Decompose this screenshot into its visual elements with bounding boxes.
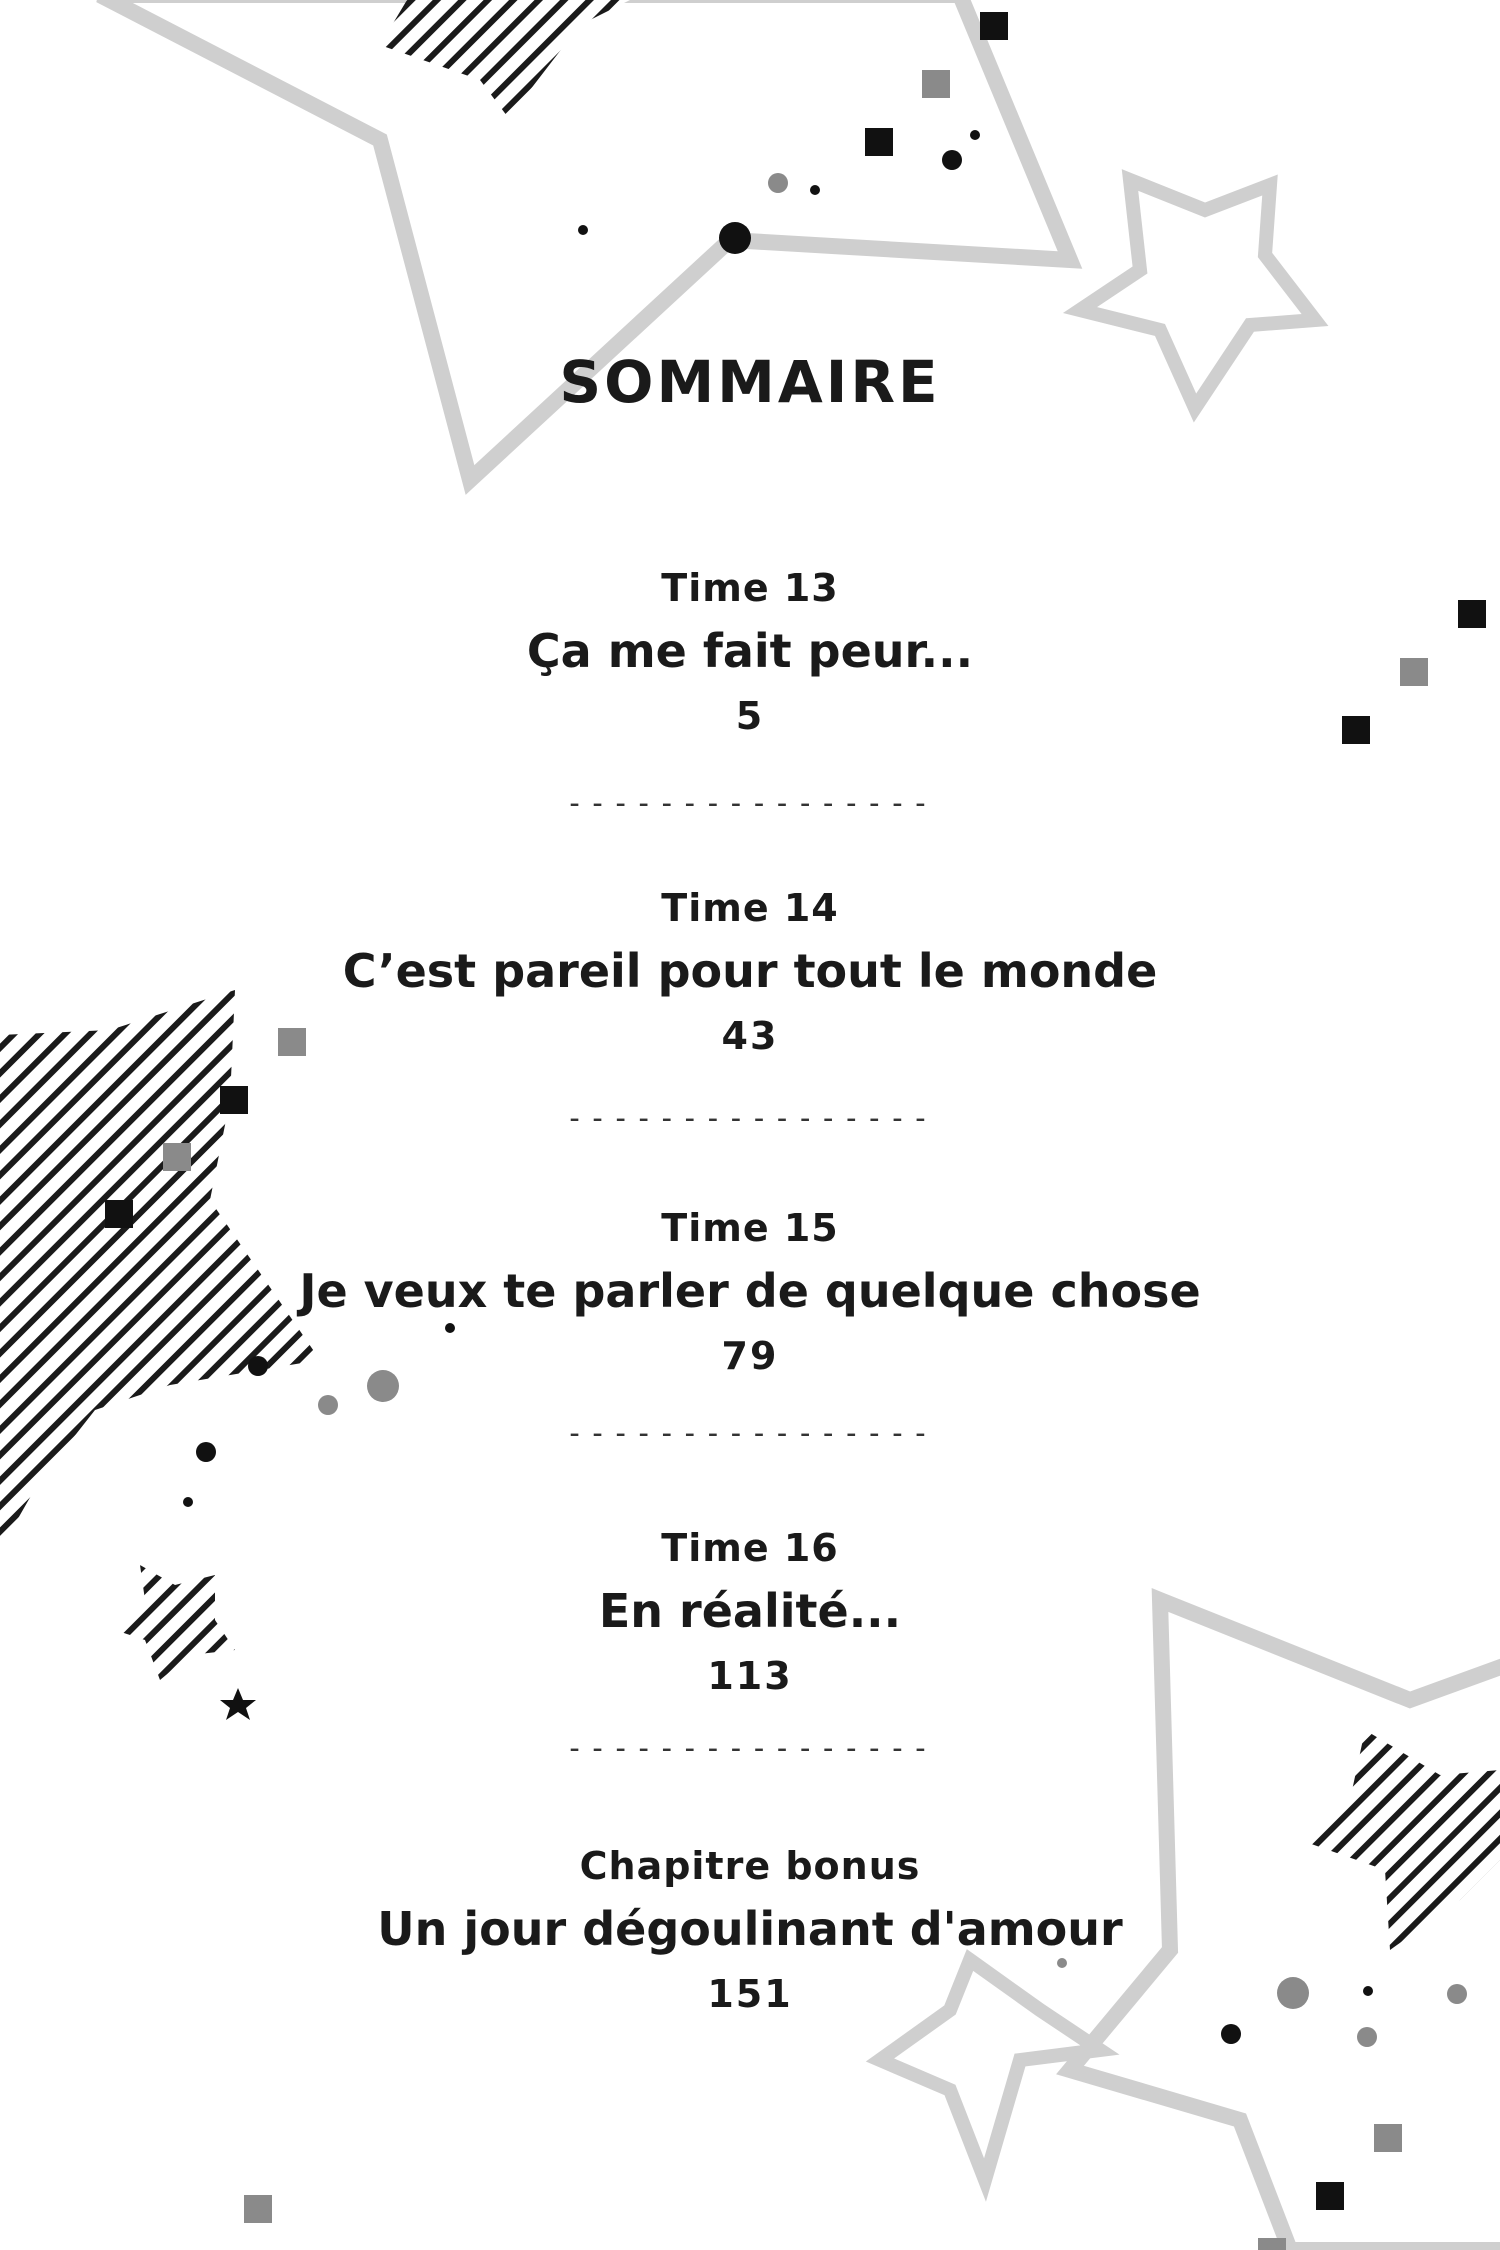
entry-title: En réalité... <box>598 1584 902 1638</box>
toc-entry <box>0 880 1500 1066</box>
entry-kicker: Time 13 <box>661 566 839 610</box>
entry-page-number: 43 <box>721 1014 779 1058</box>
entry-title: C’est pareil pour tout le monde <box>342 944 1158 998</box>
toc-entry <box>0 1520 1500 1706</box>
entry-page-number: 151 <box>707 1972 793 2016</box>
separator: ---------------- <box>565 1416 935 1451</box>
entry-title: Ça me fait peur... <box>526 624 974 678</box>
entry-page-number: 5 <box>735 694 765 738</box>
separator: ---------------- <box>565 1731 935 1766</box>
page-title: SOMMAIRE <box>559 348 941 416</box>
toc-entry <box>0 1838 1500 2024</box>
separator: ---------------- <box>565 786 935 821</box>
separator: ---------------- <box>565 1101 935 1136</box>
toc-entry <box>0 1200 1500 1386</box>
entry-kicker: Chapitre bonus <box>579 1844 921 1888</box>
toc-entry <box>0 560 1500 746</box>
entry-kicker: Time 14 <box>661 886 839 930</box>
entry-kicker: Time 15 <box>661 1206 839 1250</box>
entry-title: Je veux te parler de quelque chose <box>299 1264 1201 1318</box>
entry-page-number: 79 <box>721 1334 779 1378</box>
entry-kicker: Time 16 <box>661 1526 839 1570</box>
entry-title: Un jour dégoulinant d'amour <box>377 1902 1123 1956</box>
entry-page-number: 113 <box>707 1654 793 1698</box>
